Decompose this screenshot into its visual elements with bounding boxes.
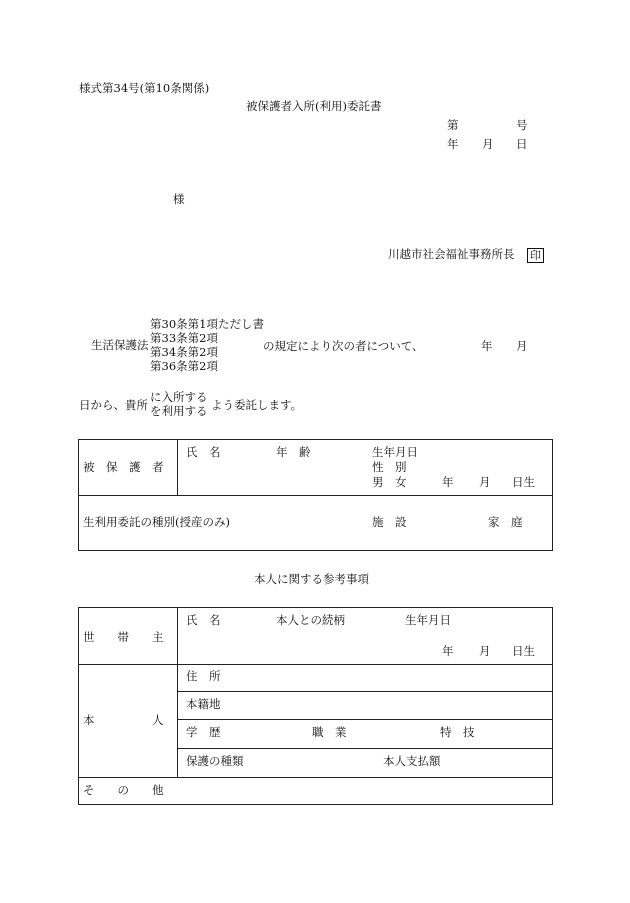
table2-divider-householder [78, 664, 553, 665]
table2-name-label: 氏 名 [186, 613, 221, 627]
issuer: 川越市社会福祉事務所長 [388, 247, 515, 261]
table1-birthdate-label: 生年月日 [372, 445, 418, 459]
table1-facility-option: 施 設 [372, 515, 407, 529]
table1-birth-day: 日生 [512, 475, 535, 489]
table1-male-female: 男 女 [372, 475, 407, 489]
body-text-1: の規定により次の者について、 [263, 339, 424, 353]
section-title: 本人に関する参考事項 [254, 572, 369, 586]
table2-relation-label: 本人との続柄 [276, 613, 345, 627]
law-clause-1: 第30条第1項ただし書 [150, 317, 264, 331]
table1-home-option: 家 庭 [488, 515, 523, 529]
table2-divider-education [177, 748, 553, 749]
table1-row-divider [78, 495, 553, 496]
law-name: 生活保護法 [91, 338, 149, 352]
table2-education-label: 学 歴 [186, 725, 221, 739]
table1-name-label: 氏 名 [186, 445, 221, 459]
document-title: 被保護者入所(利用)委託書 [246, 99, 382, 113]
law-clause-4: 第36条第2項 [150, 359, 218, 373]
table1-header-protected: 被 保 護 者 [83, 460, 164, 474]
table2-col-divider [177, 607, 178, 777]
table2-other-label: そ の 他 [83, 783, 164, 797]
body-option-enter: に入所する [150, 390, 208, 404]
table2-address-label: 住 所 [186, 669, 221, 683]
table2-occupation-label: 職 業 [312, 725, 347, 739]
table2-birthdate-label: 生年月日 [405, 613, 451, 627]
body-suffix: よう委託します。 [211, 398, 303, 412]
table1-sex-label: 性 別 [372, 460, 407, 474]
table1-birth-month: 月 [479, 475, 491, 489]
table2-divider-address [177, 691, 553, 692]
body-option-use: を利用する [150, 404, 208, 418]
date-month: 月 [482, 137, 494, 151]
law-clause-3: 第34条第2項 [150, 345, 218, 359]
doc-number-prefix: 第 [447, 118, 459, 132]
table2-skill-label: 特 技 [440, 725, 475, 739]
table2-domicile-label: 本籍地 [186, 697, 221, 711]
addressee-suffix: 様 [173, 192, 185, 206]
seal-stamp: 印 [527, 248, 544, 263]
table2-divider-other [78, 777, 553, 778]
table1-age-label: 年 齢 [276, 445, 311, 459]
date-year: 年 [447, 137, 459, 151]
table2-birth-year: 年 [442, 644, 454, 658]
table2-divider-domicile [177, 719, 553, 720]
table2-protection-type-label: 保護の種類 [186, 754, 244, 768]
form-number: 様式第34号(第10条関係) [79, 81, 210, 95]
law-clause-2: 第33条第2項 [150, 331, 218, 345]
table2-person-label: 本 人 [83, 713, 164, 727]
table1-birth-year: 年 [442, 475, 454, 489]
table2-birth-day: 日生 [512, 644, 535, 658]
table1-commission-type-label: 生利用委託の種別(授産のみ) [83, 515, 230, 529]
table2-birth-month: 月 [479, 644, 491, 658]
doc-number-suffix: 号 [516, 118, 528, 132]
date-day: 日 [516, 137, 528, 151]
table2-householder-label: 世 帯 主 [83, 630, 164, 644]
table1-col-divider [177, 439, 178, 495]
body-month: 月 [516, 339, 528, 353]
body-year: 年 [481, 339, 493, 353]
table2-payment-label: 本人支払額 [383, 754, 441, 768]
body-prefix: 日から、貴所 [79, 398, 148, 412]
